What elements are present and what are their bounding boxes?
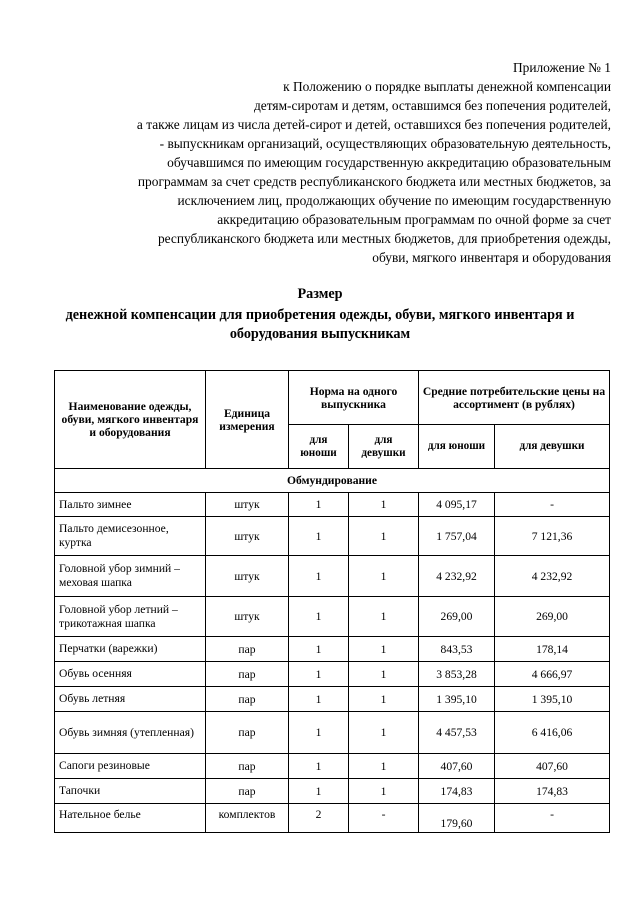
col-header-norm-boys: для юноши [289, 425, 349, 469]
cell-price-boys: 269,00 [419, 597, 495, 637]
cell-price-girls: 4 666,97 [495, 662, 610, 687]
cell-price-girls: - [495, 804, 610, 833]
cell-norm-boys: 1 [289, 517, 349, 556]
table-row [55, 637, 610, 662]
table-row [55, 754, 610, 779]
cell-norm-girls: 1 [349, 637, 419, 662]
section-title: Обмундирование [55, 469, 610, 493]
cell-name: Перчатки (варежки) [55, 637, 206, 662]
appendix-block [51, 58, 611, 267]
table-row [55, 493, 610, 517]
cell-unit: пар [206, 712, 289, 754]
cell-price-girls: 1 395,10 [495, 687, 610, 712]
table-row [55, 712, 610, 754]
cell-unit: пар [206, 637, 289, 662]
document-subtitle [0, 306, 640, 344]
cell-norm-boys: 1 [289, 712, 349, 754]
subtitle-line-2: оборудования выпускникам [229, 326, 411, 342]
cell-name: Пальто демисезонное, куртка [55, 517, 206, 556]
cell-name: Пальто зимнее [55, 493, 206, 517]
appendix-title: Приложение № 1 [512, 60, 611, 75]
appendix-line: - выпускникам организаций, осуществляющих образовательную деятельность, [159, 136, 611, 151]
table-row [55, 779, 610, 804]
col-header-norm-girls: для девушки [349, 425, 419, 469]
cell-price-boys: 3 853,28 [419, 662, 495, 687]
cell-price-boys: 4 095,17 [419, 493, 495, 517]
cell-name: Обувь осенняя [55, 662, 206, 687]
cell-unit: пар [206, 779, 289, 804]
cell-unit: пар [206, 687, 289, 712]
cell-name: Нательное белье [55, 804, 206, 833]
cell-norm-boys: 1 [289, 556, 349, 597]
appendix-line: обуви, мягкого инвентаря и оборудования [372, 250, 611, 265]
cell-price-boys: 4 457,53 [419, 712, 495, 754]
col-header-name: Наименование одежды, обуви, мягкого инвентаря и оборудования [55, 371, 206, 469]
cell-price-girls: 407,60 [495, 754, 610, 779]
appendix-line: а также лицам из числа детей-сирот и детей, оставшихся без попечения родителей, [136, 117, 611, 132]
cell-price-boys: 4 232,92 [419, 556, 495, 597]
header-row [55, 371, 610, 425]
col-header-norm: Норма на одного выпускника [289, 371, 419, 425]
cell-name: Головной убор летний – трикотажная шапка [55, 597, 206, 637]
compensation-table [54, 370, 610, 833]
cell-price-girls: 6 416,06 [495, 712, 610, 754]
subtitle-line-1: денежной компенсации для приобретения одежды, обуви, мягкого инвентаря и [65, 307, 575, 323]
appendix-line: к Положению о порядке выплаты денежной компенсации [283, 79, 611, 94]
cell-unit: штук [206, 493, 289, 517]
cell-norm-boys: 1 [289, 662, 349, 687]
cell-norm-girls: 1 [349, 779, 419, 804]
cell-unit: штук [206, 597, 289, 637]
cell-norm-boys: 2 [289, 804, 349, 833]
cell-price-girls: 174,83 [495, 779, 610, 804]
cell-name: Обувь летняя [55, 687, 206, 712]
document-title: Размер [297, 286, 343, 302]
cell-unit: штук [206, 556, 289, 597]
appendix-line: исключением лиц, продолжающих обучение по имеющим государственную [177, 193, 611, 208]
table-row [55, 517, 610, 556]
cell-norm-boys: 1 [289, 637, 349, 662]
col-header-price-boys: для юноши [419, 425, 495, 469]
col-header-price-girls: для девушки [495, 425, 610, 469]
cell-price-boys: 1 757,04 [419, 517, 495, 556]
cell-name: Головной убор зимний – меховая шапка [55, 556, 206, 597]
col-header-unit: Единица измерения [206, 371, 289, 469]
table-row [55, 597, 610, 637]
cell-price-girls: 269,00 [495, 597, 610, 637]
cell-price-boys: 179,60 [419, 804, 495, 833]
cell-unit: штук [206, 517, 289, 556]
cell-norm-girls: 1 [349, 493, 419, 517]
cell-norm-boys: 1 [289, 687, 349, 712]
appendix-line: республиканского бюджета или местных бюджетов, для приобретения одежды, [157, 231, 611, 246]
cell-norm-girls: 1 [349, 597, 419, 637]
table-row [55, 556, 610, 597]
table-row [55, 687, 610, 712]
cell-price-boys: 174,83 [419, 779, 495, 804]
cell-norm-girls: 1 [349, 687, 419, 712]
cell-unit: пар [206, 754, 289, 779]
col-header-prices: Средние потребительские цены на ассортимент (в рублях) [419, 371, 610, 425]
cell-price-girls: 178,14 [495, 637, 610, 662]
cell-price-girls: 7 121,36 [495, 517, 610, 556]
cell-norm-girls: 1 [349, 556, 419, 597]
cell-norm-girls: 1 [349, 712, 419, 754]
appendix-line: программам за счет средств республиканского бюджета или местных бюджетов, за [137, 174, 611, 189]
cell-unit: комплектов [206, 804, 289, 833]
table-row [55, 804, 610, 833]
cell-norm-boys: 1 [289, 493, 349, 517]
cell-name: Тапочки [55, 779, 206, 804]
appendix-line: детям-сиротам и детям, оставшимся без попечения родителей, [253, 98, 611, 113]
cell-price-boys: 1 395,10 [419, 687, 495, 712]
cell-unit: пар [206, 662, 289, 687]
cell-norm-boys: 1 [289, 597, 349, 637]
appendix-line: обучавшимся по имеющим государственную аккредитацию образовательным [167, 155, 611, 170]
table-row [55, 662, 610, 687]
appendix-line: аккредитацию образовательным программам по очной форме за счет [217, 212, 611, 227]
cell-name: Обувь зимняя (утепленная) [55, 712, 206, 754]
cell-norm-girls: 1 [349, 517, 419, 556]
section-row [55, 469, 610, 493]
cell-price-girls: 4 232,92 [495, 556, 610, 597]
cell-norm-boys: 1 [289, 754, 349, 779]
cell-norm-girls: 1 [349, 662, 419, 687]
cell-name: Сапоги резиновые [55, 754, 206, 779]
cell-price-boys: 843,53 [419, 637, 495, 662]
cell-norm-girls: 1 [349, 754, 419, 779]
cell-norm-boys: 1 [289, 779, 349, 804]
cell-norm-girls: - [349, 804, 419, 833]
cell-price-girls: - [495, 493, 610, 517]
cell-price-boys: 407,60 [419, 754, 495, 779]
